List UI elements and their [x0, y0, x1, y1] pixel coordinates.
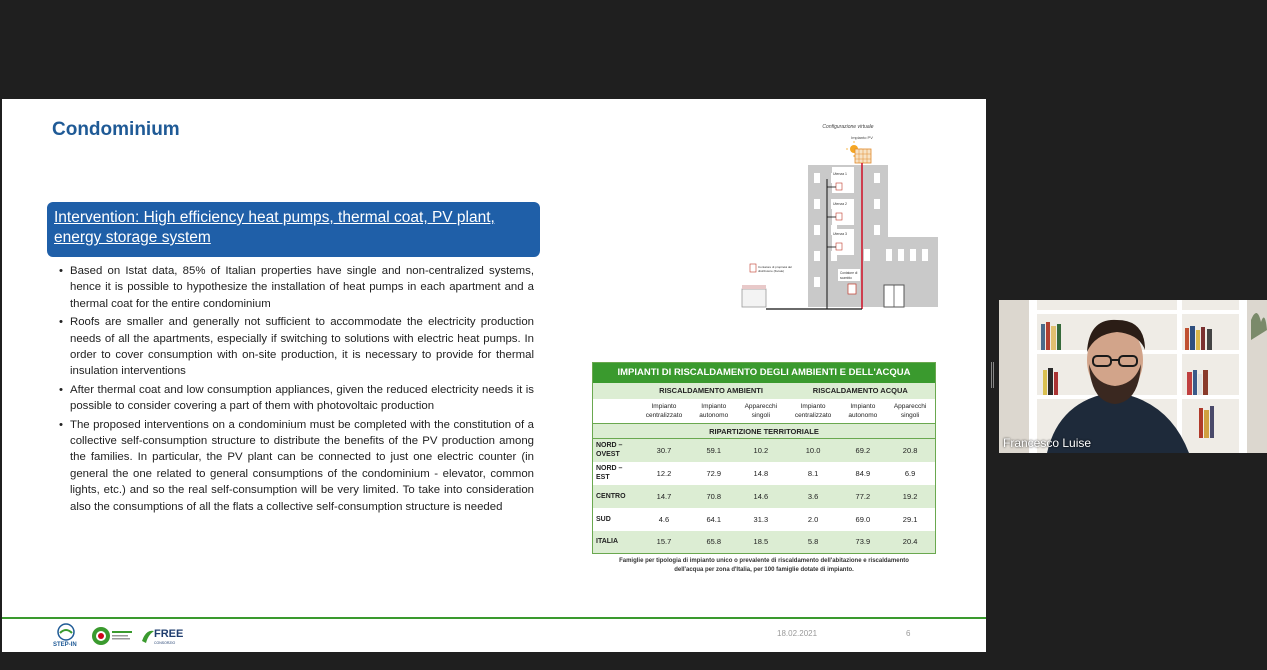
participant-video-tile[interactable]: [999, 300, 1267, 453]
config-label: Configurazione virtuale: [822, 124, 874, 130]
region-label: CENTRO: [593, 485, 637, 508]
region-label: NORD – OVEST: [593, 439, 637, 462]
table-cell: 5.8: [786, 531, 841, 554]
table-cell: 4.6: [658, 514, 670, 524]
table-cell: 72.9: [706, 468, 722, 478]
region-label: NORD – EST: [596, 465, 623, 481]
meter-1-icon: [836, 183, 842, 190]
intervention-box: [47, 202, 540, 257]
counter-right-label-2: scambio: [840, 276, 852, 280]
table-row: [593, 508, 936, 531]
building-diagram: [736, 119, 941, 315]
table-cell: 73.9: [841, 531, 886, 554]
table-cell: 3.6: [786, 485, 841, 508]
column-header: Impianto centralizzato: [786, 399, 841, 424]
table-cell: 14.8: [753, 468, 769, 478]
bullet-item: • Based on Istat data, 85% of Italian properties have single and non-centralized systems, hence it is possible to hypothesize the installation of heat pumps in each apartment and a thermal coat for the entire condominium: [58, 263, 534, 312]
pv-label: Impianto PV: [851, 135, 873, 140]
column-header: Impianto centralizzato: [637, 399, 692, 424]
footer-date: 18.02.2021: [777, 629, 818, 638]
intervention-line-2: energy storage system: [54, 229, 211, 246]
participant-name-label: Francesco Luise: [1003, 436, 1092, 450]
footer-divider: [2, 617, 986, 619]
energy-logo-icon: [90, 625, 134, 647]
table-cell: 31.3: [753, 514, 769, 524]
bullet-item: • The proposed interventions on a condominium must be completed with the constitution of a collective self-consumption structure to distribute the benefits of the PV production among the families. In particular, the PV plant can be connected to just one electric counter (in general the one related to general consumptions of the condominium - elevator, common lights, etc.) and so the real self-consumption will be very limited. To take into consideration also the consumptions of all the flats a collective self-consumption structure is needed: [58, 417, 534, 515]
table-cell: 19.2: [885, 485, 935, 508]
table-cell: 14.6: [736, 485, 786, 508]
table-row: [593, 462, 936, 485]
column-header: Apparecchi singoli: [736, 399, 786, 424]
page-number: 6: [906, 629, 911, 638]
table-cell: 15.7: [637, 531, 692, 554]
table-cell: 10.2: [736, 439, 786, 462]
table-cell: 12.2: [656, 468, 672, 478]
column-header: Impianto autonomo: [691, 399, 736, 424]
table-caption: Famiglie per tipologia di impianto unico o prevalente di riscaldamento dell'abitazione e riscaldamento dell'acqua per zona d'Italia, per 100 famiglie dotate di impianto.: [619, 558, 909, 573]
panel-resize-handle[interactable]: [991, 362, 994, 388]
bullet-item: • After thermal coat and low consumption appliances, given the reduced electricity needs it is possible to consider covering a part of them with photovoltaic production: [58, 382, 534, 415]
table-cell: 20.8: [885, 439, 935, 462]
exchange-counter-icon: [848, 284, 856, 294]
table-cell: 10.0: [786, 439, 841, 462]
shared-slide: [2, 99, 986, 652]
meter-3-icon: [836, 243, 842, 250]
free-logo-text: FREE: [154, 628, 184, 640]
table-title: IMPIANTI DI RISCALDAMENTO DEGLI AMBIENTI E DELL'ACQUA: [593, 363, 936, 383]
table-cell: 69.0: [855, 514, 871, 524]
slide-title: Condominium: [52, 119, 180, 140]
counter-left-label-1: Contatore di proprietà del: [758, 265, 792, 269]
utenza-1-label: Utenza 1: [833, 172, 848, 176]
distributor-counter-icon: [750, 264, 756, 272]
table-cell: 84.9: [855, 468, 871, 478]
counter-right-label-1: Contatore di: [840, 271, 858, 275]
table-row: [593, 485, 936, 508]
utenza-3-label: Utenza 3: [833, 232, 848, 236]
group-header-acqua: RISCALDAMENTO ACQUA: [786, 383, 936, 399]
intervention-line-1: Intervention: High efficiency heat pumps, thermal coat, PV plant,: [54, 209, 495, 226]
table-cell: 18.5: [736, 531, 786, 554]
utenza-2-label: Utenza 2: [833, 202, 848, 206]
bullet-list: [58, 263, 534, 517]
heating-table-container: [592, 362, 936, 575]
table-cell: 29.1: [902, 514, 918, 524]
column-header: Apparecchi singoli: [885, 399, 935, 424]
group-header-ambienti: RISCALDAMENTO AMBIENTI: [637, 383, 786, 399]
table-cell: 14.7: [637, 485, 692, 508]
region-label: SUD: [596, 515, 611, 523]
bullet-item: • Roofs are smaller and generally not sufficient to accommodate the electricity production needs of all the apartments, especially if switching to solutions with electric heat pumps. In order to cover consumption with on-site production, it is necessary to provide for thermal insulation interventions: [58, 314, 534, 380]
heating-table: [592, 362, 936, 554]
meter-2-icon: [836, 213, 842, 220]
table-cell: 77.2: [841, 485, 886, 508]
table-cell: 8.1: [807, 468, 819, 478]
stepin-logo-text: STEP-IN: [53, 642, 77, 648]
counter-left-label-2: distributore (fiscale): [758, 269, 785, 273]
table-cell: 70.8: [691, 485, 736, 508]
table-cell: 20.4: [885, 531, 935, 554]
table-cell: 64.1: [706, 514, 722, 524]
table-row: [593, 531, 936, 554]
free-logo-subtext: CONSORZIO: [154, 641, 176, 645]
region-label: ITALIA: [593, 531, 637, 554]
participant-video-image: [999, 300, 1267, 453]
table-cell: 6.9: [904, 468, 916, 478]
ripartizione-header: RIPARTIZIONE TERRITORIALE: [593, 424, 936, 439]
table-row: [593, 439, 936, 462]
table-cell: 65.8: [691, 531, 736, 554]
column-header: Impianto autonomo: [841, 399, 886, 424]
distributor-cabinet: [742, 289, 766, 307]
table-cell: 69.2: [841, 439, 886, 462]
table-cell: 30.7: [637, 439, 692, 462]
table-cell: 59.1: [691, 439, 736, 462]
table-cell: 2.0: [807, 514, 819, 524]
